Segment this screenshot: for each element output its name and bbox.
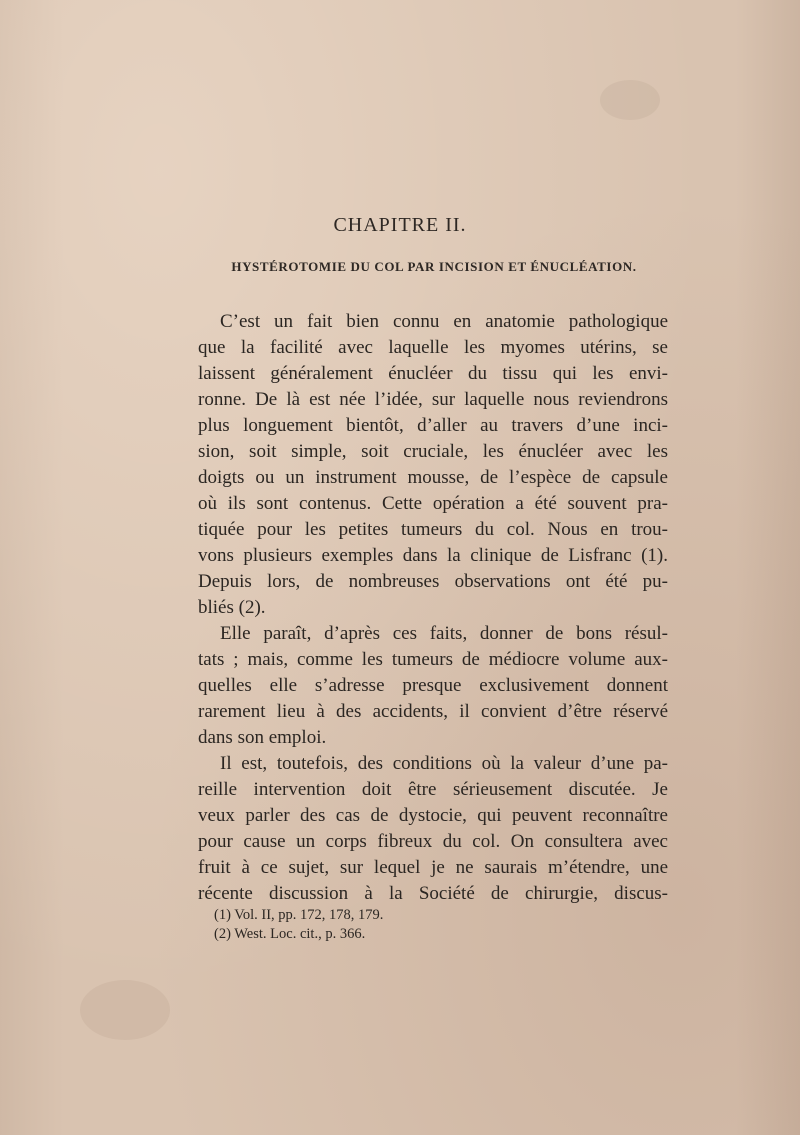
text-line: sion, soit simple, soit cruciale, les énucléer avec les [198, 441, 668, 462]
text-line: laissent généralement énucléer du tissu qui les envi- [198, 363, 668, 384]
footnote: (1) Vol. II, pp. 172, 178, 179. [214, 907, 384, 923]
section-title: HYSTÉROTOMIE DU COL PAR INCISION ET ÉNUCLÉATION. [231, 259, 637, 274]
text-line: Elle paraît, d’après ces faits, donner de bons résul- [220, 623, 668, 644]
chapter-title: CHAPITRE II. [333, 214, 467, 236]
text-line: fruit à ce sujet, sur lequel je ne saurais m’étendre, une [198, 857, 668, 878]
text-line: dans son emploi. [198, 727, 327, 748]
text-line: quelles elle s’adresse presque exclusivement donnent [198, 675, 668, 696]
text-line: C’est un fait bien connu en anatomie pathologique [220, 311, 668, 332]
text-line: Il est, toutefois, des conditions où la valeur d’une pa- [220, 753, 668, 774]
footnote: (2) West. Loc. cit., p. 366. [214, 926, 366, 942]
text-line: tiquée pour les petites tumeurs du col. Nous en trou- [198, 519, 668, 540]
text-line: bliés (2). [198, 597, 266, 618]
body-text [198, 309, 668, 907]
text-line: Depuis lors, de nombreuses observations ont été pu- [198, 571, 668, 592]
footnotes [214, 906, 654, 944]
text-line: doigts ou un instrument mousse, de l’espèce de capsule [198, 467, 668, 488]
text-line: vons plusieurs exemples dans la clinique de Lisfranc (1). [198, 545, 668, 566]
paper-stain [600, 80, 660, 120]
text-line: tats ; mais, comme les tumeurs de médiocre volume aux- [198, 649, 668, 670]
text-line: reille intervention doit être sérieusement discutée. Je [198, 779, 668, 800]
text-line: pour cause un corps fibreux du col. On consultera avec [198, 831, 668, 852]
text-line: rarement lieu à des accidents, il convient d’être réservé [198, 701, 668, 722]
text-line: où ils sont contenus. Cette opération a été souvent pra- [198, 493, 668, 514]
text-line: récente discussion à la Société de chirurgie, discus- [198, 883, 668, 904]
text-line: que la facilité avec laquelle les myomes utérins, se [198, 337, 668, 358]
text-line: plus longuement bientôt, d’aller au travers d’une inci- [198, 415, 668, 436]
text-line: veux parler des cas de dystocie, qui peuvent reconnaître [198, 805, 668, 826]
paper-stain [80, 980, 170, 1040]
text-line: ronne. De là est née l’idée, sur laquelle nous reviendrons [198, 389, 668, 410]
